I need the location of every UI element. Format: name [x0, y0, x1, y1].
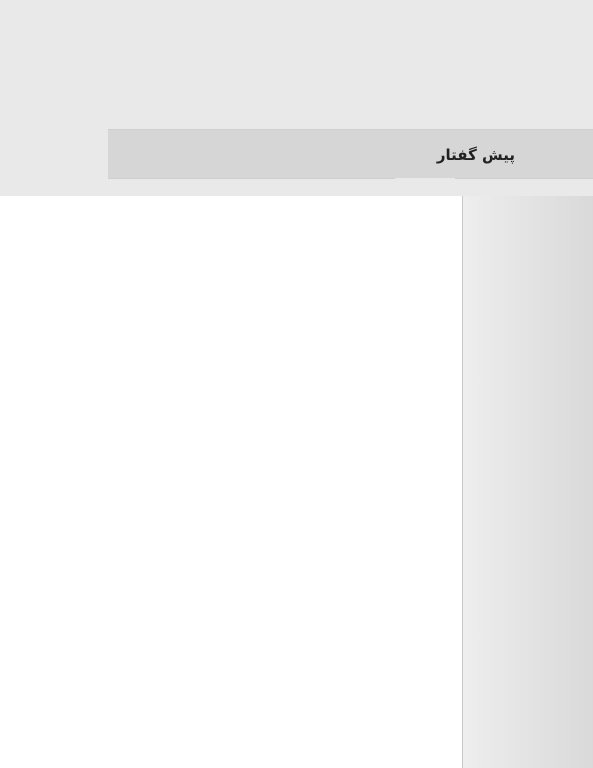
- decorative-side-panel: [462, 196, 593, 768]
- title-bar-notch: [395, 178, 455, 196]
- signature-block: [150, 518, 330, 519]
- title-bar: [108, 129, 593, 179]
- page-title: پیش گفتار: [436, 146, 515, 164]
